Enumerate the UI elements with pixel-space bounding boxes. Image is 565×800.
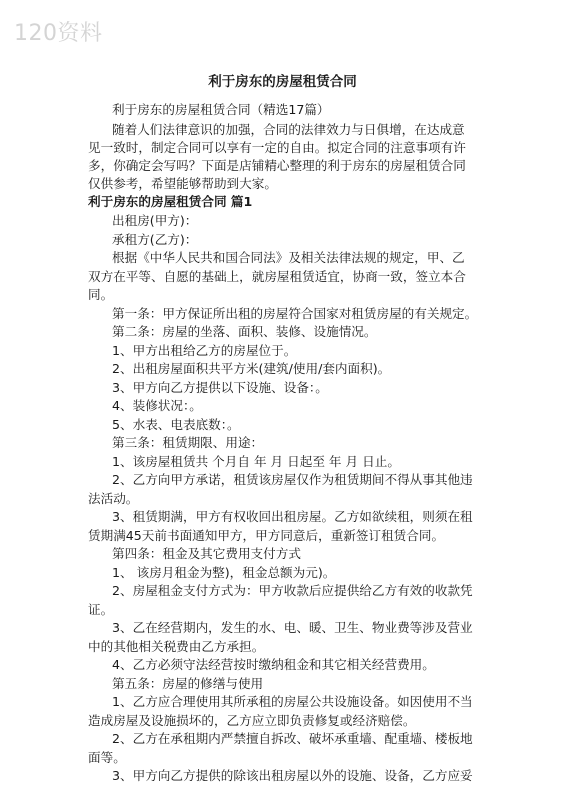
body-line: 第五条：房屋的修缮与使用	[112, 676, 264, 691]
body-line: 第四条：租金及其它费用支付方式	[112, 546, 301, 561]
body-line: 4、乙方必须守法经营按时缴纳租金和其它相关经营费用。	[112, 657, 435, 672]
body-line: 第一条：甲方保证所出租的房屋符合国家对租赁房屋的有关规定。	[112, 306, 478, 321]
body-line: 中的其他相关税费由乙方承担。	[88, 639, 265, 654]
body-line: 造成房屋及设施损坏的，乙方应立即负责修复或经济赔偿。	[88, 713, 416, 728]
body-line: 出租房(甲方)：	[112, 213, 198, 228]
body-line: 同。	[88, 287, 114, 302]
body-line: 2、乙方在承租期内严禁擅自拆改、破坏承重墙、配重墙、楼板地	[112, 731, 473, 746]
body-line: 仅供参考，希望能够帮助到大家。	[88, 176, 277, 191]
body-line: 1、甲方出租给乙方的房屋位于。	[112, 343, 297, 358]
body-line: 证。	[88, 602, 114, 617]
body-line: 第三条：租赁期限、用途：	[112, 435, 264, 450]
body-line: 第二条：房屋的坐落、面积、装修、设施情况。	[112, 324, 377, 339]
body-line: 1、 该房月租金为整)，租金总额为元)。	[112, 565, 336, 580]
body-line: 多，你确定会写吗？下面是店铺精心整理的利于房东的房屋租赁合同	[88, 158, 466, 173]
body-line: 利于房东的房屋租赁合同（精选17篇）	[112, 102, 330, 117]
body-line: 法活动。	[88, 491, 139, 506]
body-line: 赁期满45天前书面通知甲方，甲方同意后，重新签订租赁合同。	[88, 528, 445, 543]
body-line: 3、乙在经营期内，发生的水、电、暖、卫生、物业费等涉及营业	[112, 620, 473, 635]
body-line: 承租方(乙方)：	[112, 232, 198, 247]
body-line: 3、甲方向乙方提供以下设施、设备：。	[112, 380, 328, 395]
body-line: 见一致时，制定合同可以享有一定的自由。拟定合同的注意事项有许	[88, 140, 466, 155]
body-line: 随着人们法律意识的加强，合同的法律效力与日俱增，在达成意	[112, 122, 465, 137]
body-line: 3、甲方向乙方提供的除该出租房屋以外的设施、设备，乙方应妥	[112, 768, 473, 783]
body-line: 4、装修状况：。	[112, 398, 202, 413]
body-line: 2、出租房屋面积共平方米(建筑/使用/套内面积)。	[112, 361, 391, 376]
watermark: 120资料	[14, 21, 103, 46]
body-line: 1、该房屋租赁共 个月自 年 月 日起至 年 月 日止。	[112, 454, 400, 469]
body-line: 1、乙方应合理使用其所承租的房屋公共设施设备。如因使用不当	[112, 694, 473, 709]
body-line: 5、水表、电表底数：。	[112, 417, 240, 432]
body-line: 3、租赁期满，甲方有权收回出租房屋。乙方如欲续租，则须在租	[112, 509, 473, 524]
body-line: 2、乙方向甲方承诺，租赁该房屋仅作为租赁期间不得从事其他违	[112, 472, 473, 487]
body-line: 根据《中华人民共和国合同法》及相关法律法规的规定，甲、乙	[112, 250, 465, 265]
document-title: 利于房东的房屋租赁合同	[208, 74, 357, 90]
section-heading: 利于房东的房屋租赁合同 篇1	[88, 194, 253, 209]
body-line: 面等。	[88, 750, 126, 765]
body-line: 2、房屋租金支付方式为：甲方收款后应提供给乙方有效的收款凭	[112, 583, 473, 598]
body-line: 双方在平等、自愿的基础上，就房屋租赁适宜，协商一致，签立本合	[88, 269, 466, 284]
